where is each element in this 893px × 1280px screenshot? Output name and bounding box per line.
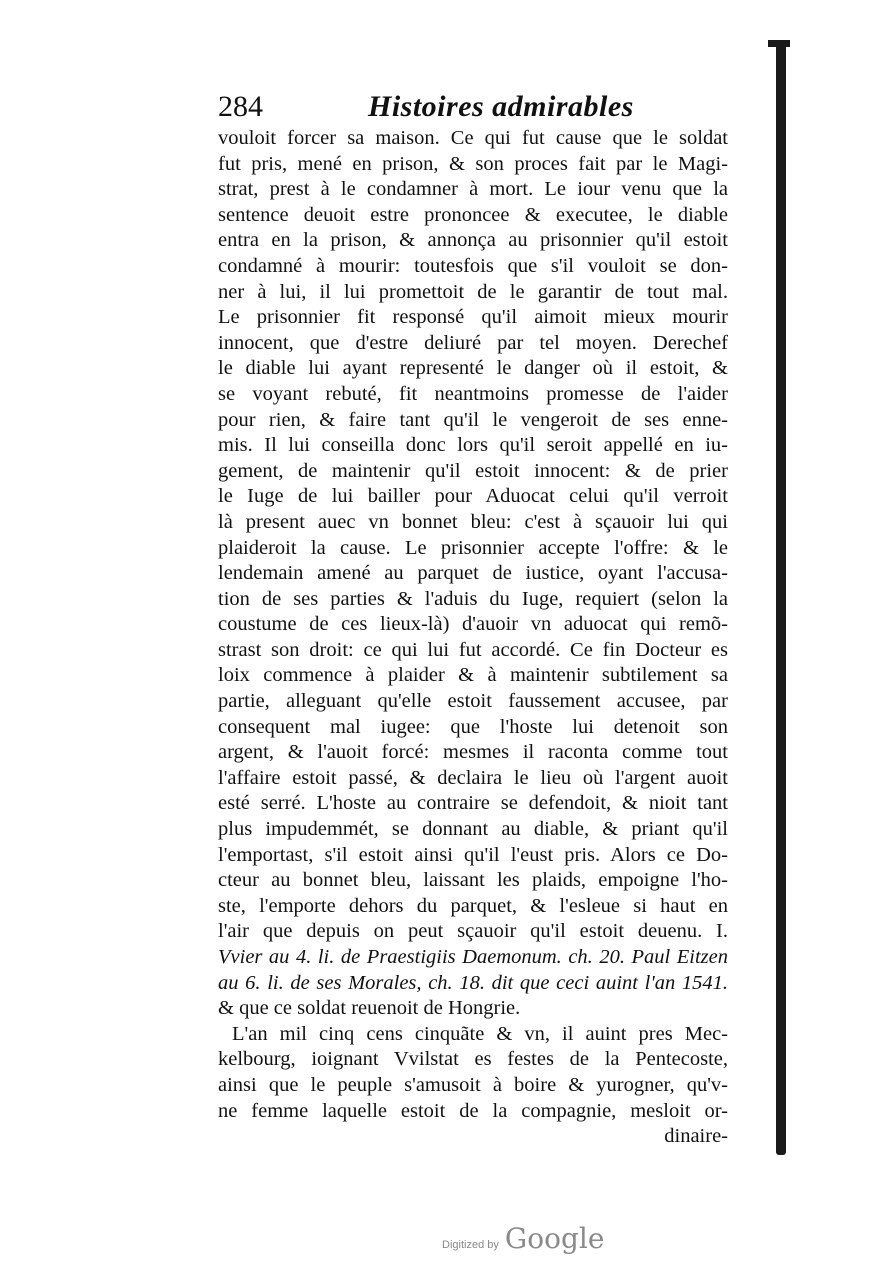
text-line: plus impudemmét, se donnant au diable, & priant qu'il bbox=[218, 818, 728, 841]
text-line: tion de ses parties & l'aduis du Iuge, requiert (selon la bbox=[218, 587, 728, 610]
text-line: là present auec vn bonnet bleu: c'est à sçauoir lui qui bbox=[218, 510, 728, 533]
text-line: esté serré. L'hoste au contraire se defendoit, & nioit tant bbox=[218, 792, 728, 815]
text-line: l'air que depuis on peut sçauoir qu'il estoit deuenu. I. bbox=[218, 920, 728, 943]
text-line: consequent mal iugee: que l'hoste lui detenoit son bbox=[218, 715, 728, 738]
text-line: se voyant rebuté, fit neantmoins promesse de l'aider bbox=[218, 382, 728, 405]
digitization-credit bbox=[442, 1222, 604, 1262]
text-line: condamné à mourir: toutesfois que s'il vouloit se don- bbox=[218, 254, 728, 277]
running-title: Histoires admirables bbox=[368, 90, 634, 123]
text-line: cteur au bonnet bleu, laissant les plaids, empoigne l'ho- bbox=[218, 869, 728, 892]
text-line: gement, de maintenir qu'il estoit innocent: & de prier bbox=[218, 459, 728, 482]
text-line: loix commence à plaider & à maintenir subtilement sa bbox=[218, 664, 728, 687]
text-line: L'an mil cinq cens cinquãte & vn, il auint pres Mec- bbox=[232, 1022, 728, 1045]
text-line: lendemain amené au parquet de iustice, oyant l'accusa- bbox=[218, 562, 728, 585]
text-line: le Iuge de lui bailler pour Aduocat celui qu'il verroit bbox=[218, 485, 728, 508]
text-line: dinaire- bbox=[664, 1125, 728, 1148]
text-line: sentence deuoit estre prononcee & executee, le diable bbox=[218, 203, 728, 226]
text-line: innocent, que d'estre deliuré par tel moyen. Derechef bbox=[218, 331, 728, 354]
running-header bbox=[218, 88, 728, 126]
scan-page-edge bbox=[776, 40, 786, 1155]
body-text bbox=[218, 126, 728, 1150]
text-line: l'emportast, s'il estoit ainsi qu'il l'eust pris. Alors ce Do- bbox=[218, 843, 728, 866]
text-line: vouloit forcer sa maison. Ce qui fut cause que le soldat bbox=[218, 127, 728, 149]
text-line: ner à lui, il lui promettoit de le garantir de tout mal. bbox=[218, 280, 728, 303]
text-line: pour rien, & faire tant qu'il le vengeroit de ses enne- bbox=[218, 408, 728, 431]
text-line: ne femme laquelle estoit de la compagnie, mesloit or- bbox=[218, 1099, 728, 1122]
text-line: & que ce soldat reuenoit de Hongrie. bbox=[218, 997, 521, 1020]
text-line: le diable lui ayant representé le danger où il estoit, & bbox=[218, 357, 728, 380]
text-line: argent, & l'auoit forcé: mesmes il raconta comme tout bbox=[218, 741, 728, 764]
scan-page-edge-tick bbox=[768, 40, 790, 47]
page-number: 284 bbox=[218, 90, 263, 123]
text-line: strat, prest à le condamner à mort. Le iour venu que la bbox=[218, 178, 728, 201]
text-line: kelbourg, ioignant Vvilstat es festes de la Pentecoste, bbox=[218, 1048, 728, 1071]
book-page bbox=[218, 88, 728, 1150]
text-line: fut pris, mené en prison, & son proces fait par le Magi- bbox=[218, 152, 728, 175]
text-line: plaideroit la cause. Le prisonnier accepte l'offre: & le bbox=[218, 536, 728, 559]
google-logo-text: Google bbox=[504, 1222, 605, 1255]
text-line: coustume de ces lieux-là) d'auoir vn aduocat qui remõ- bbox=[218, 613, 728, 636]
text-line: ste, l'emporte dehors du parquet, & l'esleue si haut en bbox=[218, 894, 728, 917]
text-line: l'affaire estoit passé, & declaira le lieu où l'argent auoit bbox=[218, 766, 728, 789]
text-line: ainsi que le peuple s'amusoit à boire & yurogner, qu'v- bbox=[218, 1073, 728, 1096]
text-line: au 6. li. de ses Morales, ch. 18. dit que ceci auint l'an 1541. bbox=[218, 971, 728, 994]
digitized-by-label: Digitized by bbox=[442, 1239, 499, 1251]
text-line: partie, alleguant qu'elle estoit faussement accusee, par bbox=[218, 690, 728, 713]
text-line: mis. Il lui conseilla donc lors qu'il seroit appellé en iu- bbox=[218, 434, 728, 457]
text-line: entra en la prison, & annonça au prisonnier qu'il estoit bbox=[218, 229, 728, 252]
text-line: strast son droit: ce qui lui fut accordé. Ce fin Docteur es bbox=[218, 638, 728, 661]
text-line: Vvier au 4. li. de Praestigiis Daemonum. ch. 20. Paul Eitzen bbox=[218, 946, 728, 968]
text-line: Le prisonnier fit responsé qu'il aimoit mieux mourir bbox=[218, 306, 728, 329]
